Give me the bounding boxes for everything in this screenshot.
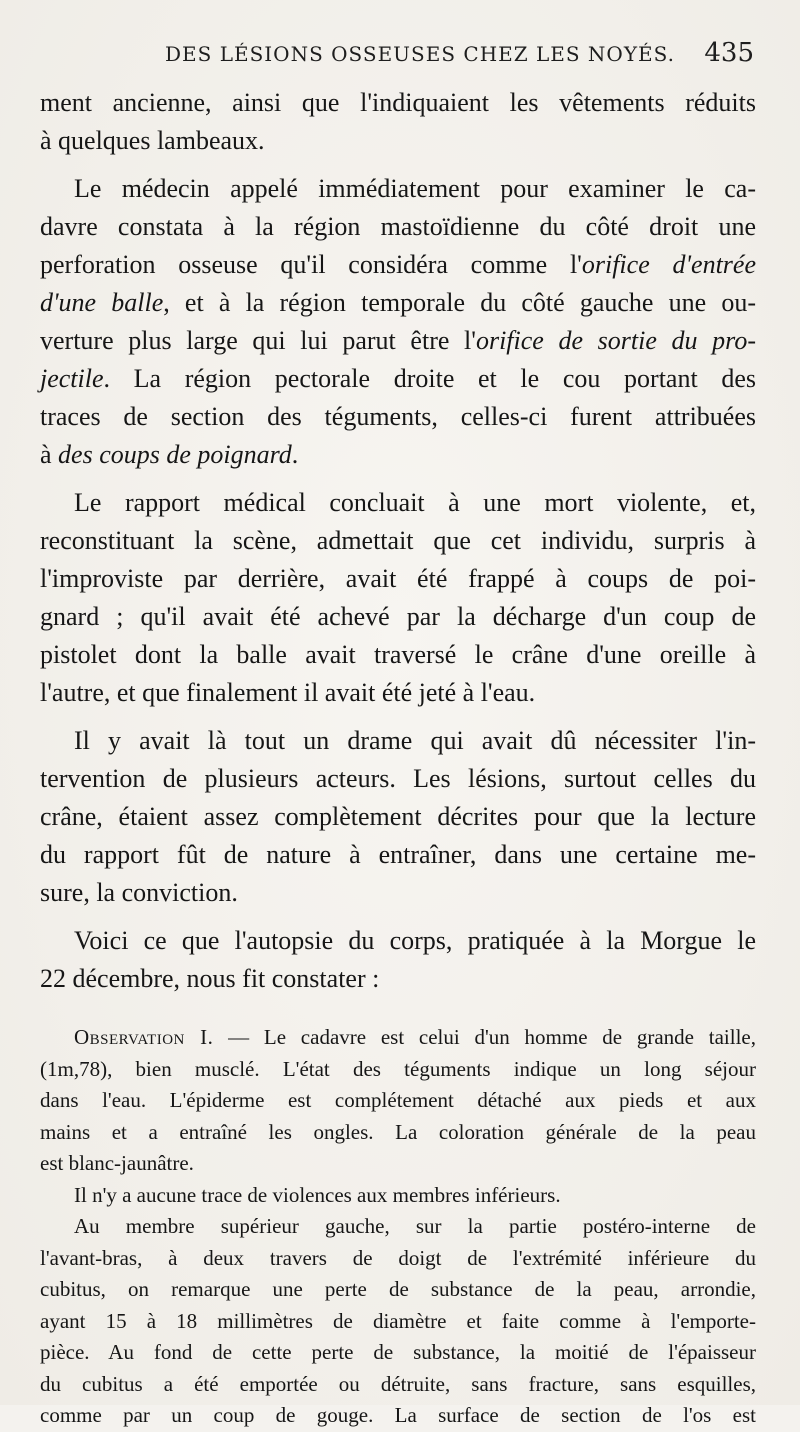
text-line: tervention de plusieurs acteurs. Les lésions, surtout celles du bbox=[40, 764, 756, 793]
text-span: perforation osseuse qu'il considéra comme l' bbox=[40, 250, 582, 279]
observation-line: pièce. Au fond de cette perte de substance, la moitié de l'épaisseur bbox=[40, 1340, 756, 1364]
text-span: , et à la région temporale du côté gauche une ou- bbox=[163, 288, 757, 317]
paragraph-start-line: Voici ce que l'autopsie du corps, pratiquée à la Morgue le bbox=[74, 926, 756, 955]
text-line: du rapport fût de nature à entraîner, dans une certaine me- bbox=[40, 840, 756, 869]
text-line: 22 décembre, nous fit constater : bbox=[40, 964, 380, 993]
text-span: . bbox=[291, 440, 299, 469]
text-line: gnard ; qu'il avait été achevé par la décharge d'un coup de bbox=[40, 602, 756, 631]
italic-span: orifice de sortie du pro- bbox=[475, 326, 756, 355]
paragraph-start-line: Il y avait là tout un drame qui avait dû nécessiter l'in- bbox=[74, 726, 756, 755]
observation-line: mains et a entraîné les ongles. La coloration générale de la peau bbox=[40, 1119, 756, 1144]
text-line: reconstituant la scène, admettait que cet individu, surpris à bbox=[40, 526, 756, 555]
text-line: ment ancienne, ainsi que l'indiquaient les vêtements réduits bbox=[40, 88, 756, 117]
text-line: l'improviste par derrière, avait été frappé à coups de poi- bbox=[40, 564, 756, 593]
observation-line: ayant 15 à 18 millimètres de diamètre et faite comme à l'emporte- bbox=[40, 1308, 756, 1333]
text-line: pistolet dont la balle avait traversé le crâne d'une oreille à bbox=[40, 640, 756, 669]
text-span: . La région pectorale droite et le cou portant des bbox=[103, 364, 756, 393]
text-line: sure, la conviction. bbox=[40, 878, 238, 907]
text-line bbox=[40, 436, 756, 474]
italic-span: jectile bbox=[40, 364, 104, 393]
page-header bbox=[40, 38, 760, 74]
observation-line: cubitus, on remarque une perte de substance de la peau, arrondie, bbox=[40, 1277, 756, 1301]
paragraph-start-line: Le médecin appelé immédiatement pour examiner le ca- bbox=[74, 174, 756, 203]
italic-span: orifice d'entrée bbox=[581, 250, 756, 279]
observation-line: est blanc-jaunâtre. bbox=[40, 1151, 194, 1175]
observation-heading: Observation I. bbox=[74, 1025, 214, 1049]
text-span: verture plus large qui lui parut être l' bbox=[40, 326, 476, 355]
page-number: 435 bbox=[704, 38, 754, 68]
observation-line bbox=[40, 1022, 756, 1054]
text-line: à quelques lambeaux. bbox=[40, 126, 265, 155]
text-span: — Le cadavre est celui d'un homme de grande taille, bbox=[213, 1025, 756, 1049]
text-line: traces de section des téguments, celles-ci furent attribuées bbox=[40, 402, 756, 431]
text-line: davre constata à la région mastoïdienne du côté droit une bbox=[40, 212, 756, 241]
observation-line: comme par un coup de gouge. La surface de section de l'os est bbox=[40, 1403, 756, 1427]
text-line: l'autre, et que finalement il avait été jeté à l'eau. bbox=[40, 678, 536, 707]
observation-line: l'avant-bras, à deux travers de doigt de l'extrémité inférieure du bbox=[40, 1245, 756, 1270]
observation-line: du cubitus a été emportée ou détruite, sans fracture, sans esquilles, bbox=[40, 1371, 756, 1396]
observation-block bbox=[40, 1022, 756, 1432]
text-line bbox=[40, 322, 756, 360]
paragraph-start-line: Le rapport médical concluait à une mort violente, et, bbox=[74, 488, 756, 517]
text-line bbox=[40, 246, 756, 284]
text-line bbox=[40, 360, 756, 398]
text-line bbox=[40, 284, 756, 322]
italic-span: des coups de poignard bbox=[58, 440, 292, 469]
text-line: crâne, étaient assez complètement décrites pour que la lecture bbox=[40, 802, 756, 831]
observation-line: (1m,78), bien musclé. L'état des téguments indique un long séjour bbox=[40, 1056, 756, 1081]
text-span: à bbox=[40, 440, 59, 469]
observation-line: Au membre supérieur gauche, sur la partie postéro-interne de bbox=[74, 1214, 756, 1238]
italic-span: d'une balle bbox=[40, 288, 164, 317]
body-text bbox=[40, 84, 756, 1432]
running-title: DES LÉSIONS OSSEUSES CHEZ LES NOYÉS. bbox=[165, 42, 675, 66]
observation-line: Il n'y a aucune trace de violences aux membres inférieurs. bbox=[74, 1182, 561, 1207]
observation-line: dans l'eau. L'épiderme est complétement détaché aux pieds et aux bbox=[40, 1088, 756, 1112]
